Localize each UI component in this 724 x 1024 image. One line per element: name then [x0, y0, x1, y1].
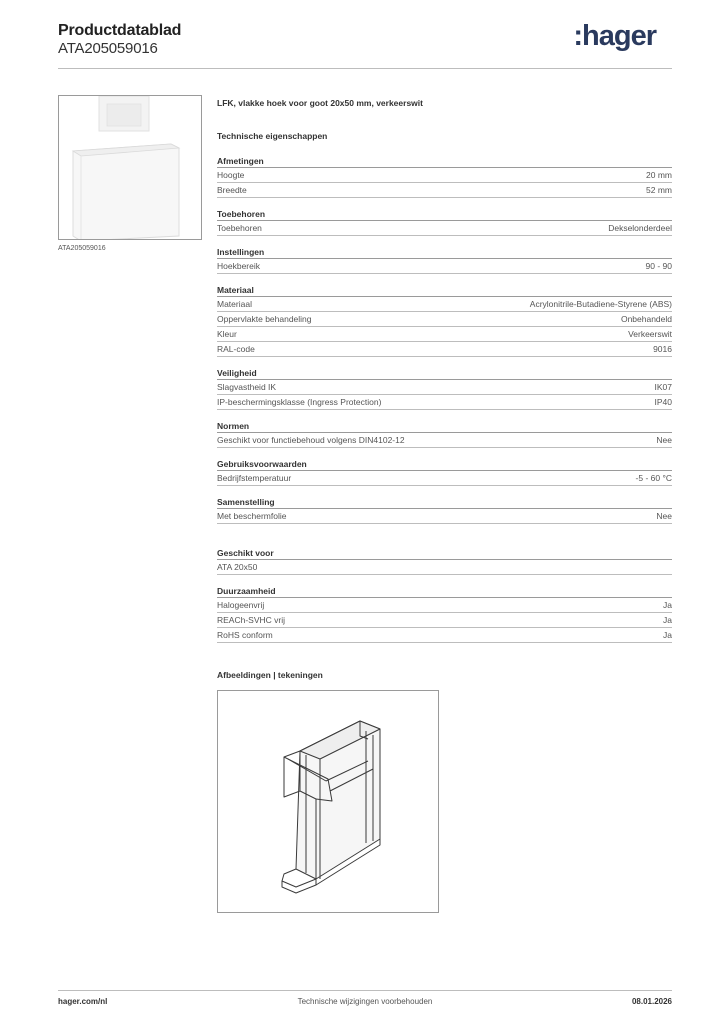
spec-row [217, 509, 672, 524]
section-title: Materiaal [217, 283, 672, 297]
spec-row [217, 433, 672, 448]
spec-value: 9016 [653, 344, 672, 354]
spec-row [217, 221, 672, 236]
spec-label: Met beschermfolie [217, 511, 287, 521]
header-divider [58, 68, 672, 69]
spec-row [217, 395, 672, 410]
spec-label: Hoogte [217, 170, 245, 180]
technical-properties-title: Technische eigenschappen [217, 131, 328, 141]
images-section-title: Afbeeldingen | tekeningen [217, 670, 323, 680]
section-samenstelling [217, 495, 672, 524]
spec-row [217, 312, 672, 327]
spec-row [217, 327, 672, 342]
section-veiligheid [217, 366, 672, 410]
spec-label: Hoekbereik [217, 261, 260, 271]
page-header [58, 20, 672, 70]
footer-divider [58, 990, 672, 991]
spec-value: IP40 [654, 397, 672, 407]
spec-row [217, 259, 672, 274]
section-title: Duurzaamheid [217, 584, 672, 598]
spec-value: -5 - 60 °C [635, 473, 672, 483]
spec-row [217, 598, 672, 613]
technical-drawing [217, 690, 439, 913]
spec-label: Breedte [217, 185, 247, 195]
section-title: Instellingen [217, 245, 672, 259]
spec-label: ATA 20x50 [217, 562, 258, 572]
section-title: Veiligheid [217, 366, 672, 380]
product-thumbnail [58, 95, 202, 240]
section-geschikt-voor [217, 546, 672, 575]
spec-value: Ja [663, 600, 672, 610]
section-title: Normen [217, 419, 672, 433]
section-title: Afmetingen [217, 154, 672, 168]
section-instellingen [217, 245, 672, 274]
hager-logo: :hager [573, 20, 656, 52]
page-footer [58, 997, 672, 1011]
footer-website-link[interactable]: hager.com/nl [58, 997, 108, 1006]
product-description: LFK, vlakke hoek voor goot 20x50 mm, verkeerswit [217, 98, 423, 108]
product-photo-icon [59, 96, 202, 240]
spec-label: RAL-code [217, 344, 255, 354]
spec-label: REACh-SVHC vrij [217, 615, 286, 625]
spec-row [217, 168, 672, 183]
spec-row [217, 613, 672, 628]
spec-content [217, 98, 672, 643]
spec-value: 90 - 90 [645, 261, 672, 271]
spec-label: IP-beschermingsklasse (Ingress Protection) [217, 397, 382, 407]
spec-row [217, 471, 672, 486]
spec-row [217, 297, 672, 312]
spec-value: Nee [656, 511, 672, 521]
spec-row [217, 342, 672, 357]
spec-value: 52 mm [646, 185, 672, 195]
spec-label: Bedrijfstemperatuur [217, 473, 292, 483]
section-title: Geschikt voor [217, 546, 672, 560]
spec-row [217, 183, 672, 198]
section-title: Gebruiksvoorwaarden [217, 457, 672, 471]
footer-date: 08.01.2026 [631, 997, 672, 1006]
spec-value: 20 mm [646, 170, 672, 180]
document-title: Productdatablad [58, 22, 182, 39]
spec-label: Halogeenvrij [217, 600, 265, 610]
spec-value: Onbehandeld [620, 314, 672, 324]
spec-value: IK07 [654, 382, 672, 392]
spec-value: Acrylonitrile-Butadiene-Styrene (ABS) [529, 299, 672, 309]
spec-row [217, 560, 672, 575]
spec-value: Verkeerswit [628, 329, 672, 339]
spec-label: Geschikt voor functiebehoud volgens DIN4102-12 [217, 435, 405, 445]
thumbnail-caption: ATA205059016 [58, 245, 106, 252]
section-materiaal [217, 283, 672, 357]
section-toebehoren [217, 207, 672, 236]
spec-label: RoHS conform [217, 630, 273, 640]
section-title: Toebehoren [217, 207, 672, 221]
section-afmetingen [217, 154, 672, 198]
spec-label: Kleur [217, 329, 237, 339]
section-title: Samenstelling [217, 495, 672, 509]
spec-row [217, 628, 672, 643]
product-number: ATA205059016 [58, 40, 158, 57]
spec-label: Materiaal [217, 299, 252, 309]
spec-label: Slagvastheid IK [217, 382, 277, 392]
spec-value: Dekselonderdeel [608, 223, 672, 233]
spec-value: Ja [663, 630, 672, 640]
section-duurzaamheid [217, 584, 672, 643]
spec-label: Toebehoren [217, 223, 262, 233]
spec-value: Ja [663, 615, 672, 625]
footer-disclaimer: Technische wijzigingen voorbehouden [297, 997, 433, 1006]
spec-row [217, 380, 672, 395]
spec-value: Nee [656, 435, 672, 445]
spec-label: Oppervlakte behandeling [217, 314, 312, 324]
section-gebruiksvoorwaarden [217, 457, 672, 486]
section-normen [217, 419, 672, 448]
corner-piece-drawing-icon [218, 691, 440, 914]
